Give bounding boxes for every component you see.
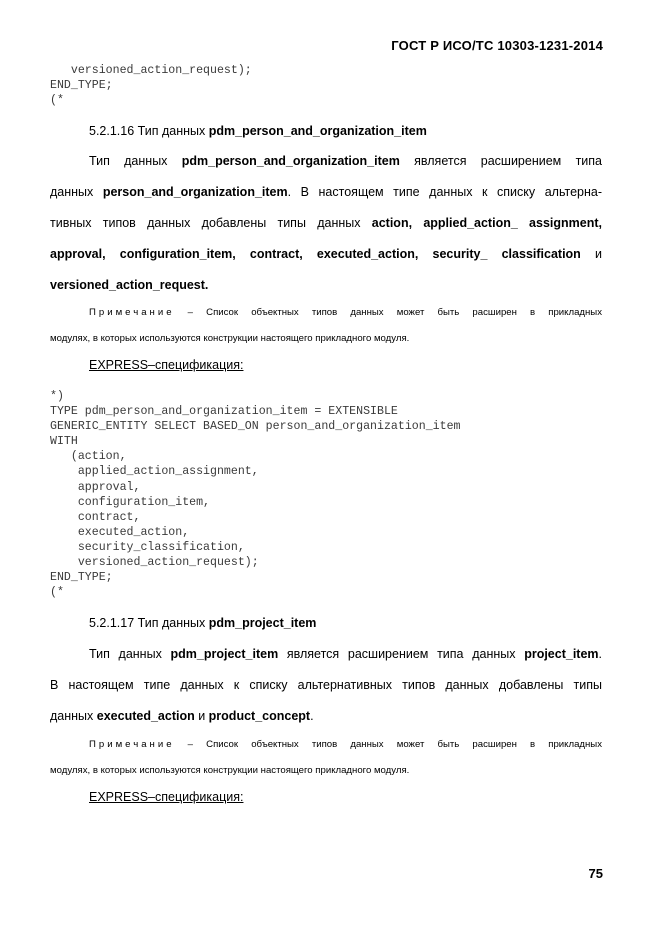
express-spec-label: EXPRESS–спецификация: <box>89 358 244 372</box>
para-line: данных person_and_organization_item. В настоящем типе данных к списку альтерна- <box>50 185 602 199</box>
section-heading-5-2-1-17 <box>89 616 316 630</box>
section-type-name: pdm_person_and_organization_item <box>208 124 427 138</box>
para-line: тивных типов данных добавлены типы данных action, applied_action_ assignment, <box>50 216 602 230</box>
section-type-name: pdm_project_item <box>208 616 317 630</box>
section-number: 5.2.1.17 Тип данных <box>89 616 209 630</box>
note-label: Примечание <box>89 307 175 318</box>
section-number: 5.2.1.16 Тип данных <box>89 124 209 138</box>
para-line: approval, configuration_item, contract, executed_action, security_ classification и <box>50 247 602 261</box>
paragraph-5-2-1-17 <box>50 639 602 732</box>
para-line: versioned_action_request. <box>50 278 209 292</box>
section-heading-5-2-1-16 <box>89 124 427 138</box>
note-line: Примечание – Список объектных типов данных может быть расширен в прикладных <box>89 739 602 750</box>
page-number: 75 <box>588 866 603 881</box>
express-spec-label: EXPRESS–спецификация: <box>89 790 244 804</box>
note-label: Примечание <box>89 739 175 750</box>
document-header: ГОСТ Р ИСО/ТС 10303-1231-2014 <box>391 38 603 53</box>
para-line: Тип данных pdm_person_and_organization_item является расширением типа <box>89 154 602 168</box>
note-line: модулях, в которых используются конструкции настоящего прикладного модуля. <box>50 333 410 344</box>
note-line: модулях, в которых используются конструкции настоящего прикладного модуля. <box>50 765 410 776</box>
para-line: В настоящем типе данных к списку альтернативных типов данных добавлены типы <box>50 678 602 692</box>
note-line: Примечание – Список объектных типов данных может быть расширен в прикладных <box>89 307 602 318</box>
code-block-top: versioned_action_request); END_TYPE; (* <box>50 64 252 108</box>
para-line: Тип данных pdm_project_item является расширением типа данных project_item. <box>89 647 603 661</box>
paragraph-5-2-1-16 <box>50 146 602 301</box>
note-5-2-1-17 <box>50 732 602 784</box>
code-block-5-2-1-16: *) TYPE pdm_person_and_organization_item = EXTENSIBLE GENERIC_ENTITY SELECT BASED_ON person_and_organization_item WITH (action, applied_action_assignment, approval, configuration_item, contract, executed_action, security_classification, versioned_action_request); END_TYPE; (* <box>50 390 461 600</box>
para-line: данных executed_action и product_concept. <box>50 709 314 723</box>
note-5-2-1-16 <box>50 300 602 352</box>
